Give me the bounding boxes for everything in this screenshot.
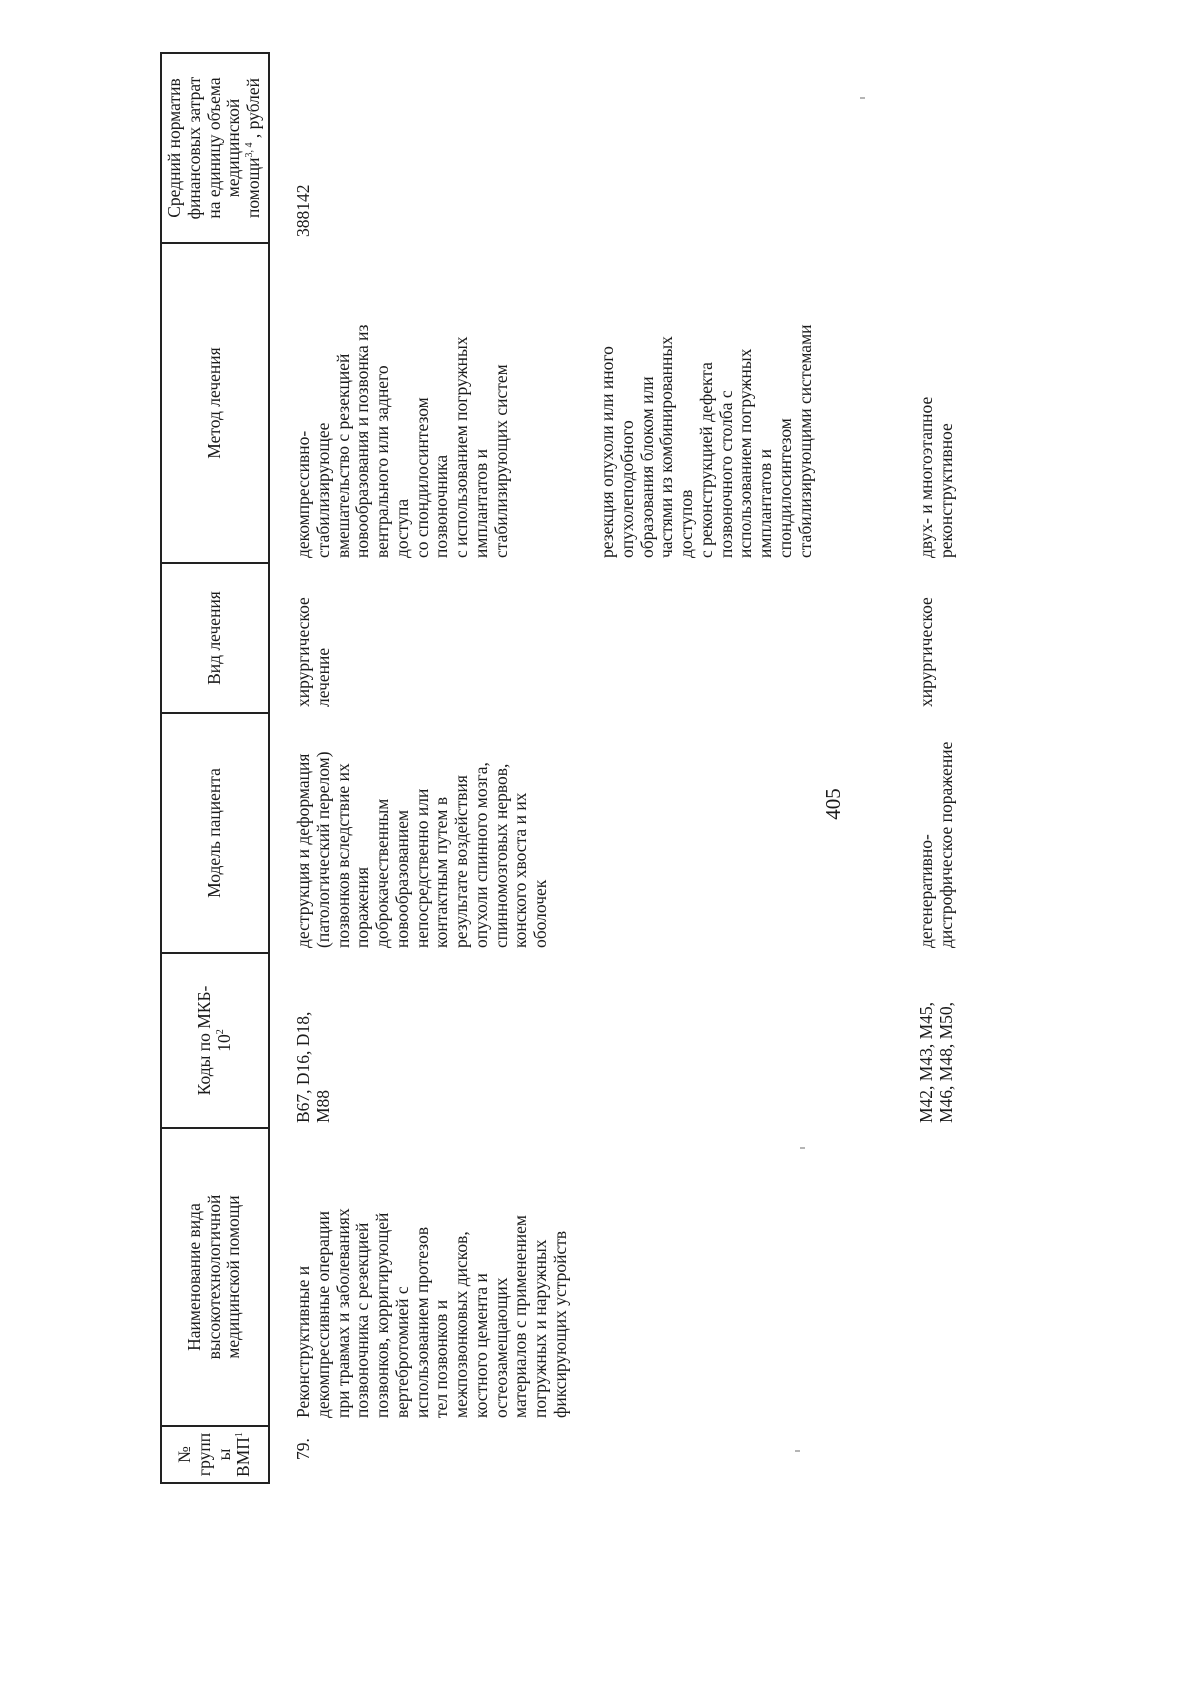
header-codes: Коды по МКБ- $10^2$: [193, 985, 234, 1096]
patient-model-cell: деструкция и деформация (патологический перелом) позвонков вследствие их поражения доброкачественным новообразованием непосредственно или контактным путем в результате воздействия опухоли спинного мозга, спинномозговых нервов, конского хвоста и их оболочек: [293, 751, 551, 948]
header-method: Метод лечения: [203, 347, 224, 459]
header-group-number: № групп ы ВМП$^1$: [173, 1432, 254, 1477]
row-number: 79.: [293, 1438, 313, 1460]
column-divider: [160, 1482, 269, 1484]
vmp-name-cell: Реконструктивные и декомпрессивные операции при травмах и заболеваниях позвоночника с резекцией позвонков, корригирующей вертебротомией с использованием протезов тел позвонков и межпозвонковых дисков, костного цемента и остеозамещающих материалов с применением погружных и наружных фиксирующих устройств: [293, 1208, 570, 1418]
header-name: Наименование вида высокотехнологичной медицинской помощи: [183, 1194, 244, 1360]
method-cell: декомпрессивно- стабилизирующее вмешательство с резекцией новообразования и позвонка из вентрального или заднего доступа со спондилосинтезом позвоночника с использованием погружных имплантатов и стабилизирующих систем: [293, 324, 511, 558]
treatment-type-cell: хирургическое: [916, 597, 936, 707]
icd-codes-cell: B67, D16, D18, M88: [293, 1011, 333, 1123]
scan-speck: [860, 97, 865, 99]
treatment-type-cell: хирургическое лечение: [293, 597, 333, 707]
icd-codes-cell: M42, M43, M45, M46, M48, M50,: [916, 1001, 956, 1123]
header-cost: Средний норматив финансовых затрат на единицу объема медицинской помощи$^{3, 4}$ , рублей: [164, 76, 264, 220]
scan-speck: [795, 1450, 800, 1452]
cost-cell: 388142: [293, 184, 313, 237]
page-number: 405: [821, 788, 845, 820]
header-treatment-type: Вид лечения: [203, 591, 224, 685]
scan-speck: [800, 1147, 805, 1149]
header-patient-model: Модель пациента: [203, 768, 224, 898]
method-cell: резекция опухоли или иного опухолеподобного образования блоком или частями из комбинированных доступов с реконструкцией дефекта позвоночного столба с использованием погружных имплантатов и спондилосинтезом стабилизирующими системами: [597, 324, 815, 558]
patient-model-cell: дегенеративно- дистрофическое поражение: [916, 741, 956, 948]
method-cell: двух- и многоэтапное реконструктивное: [916, 396, 956, 558]
